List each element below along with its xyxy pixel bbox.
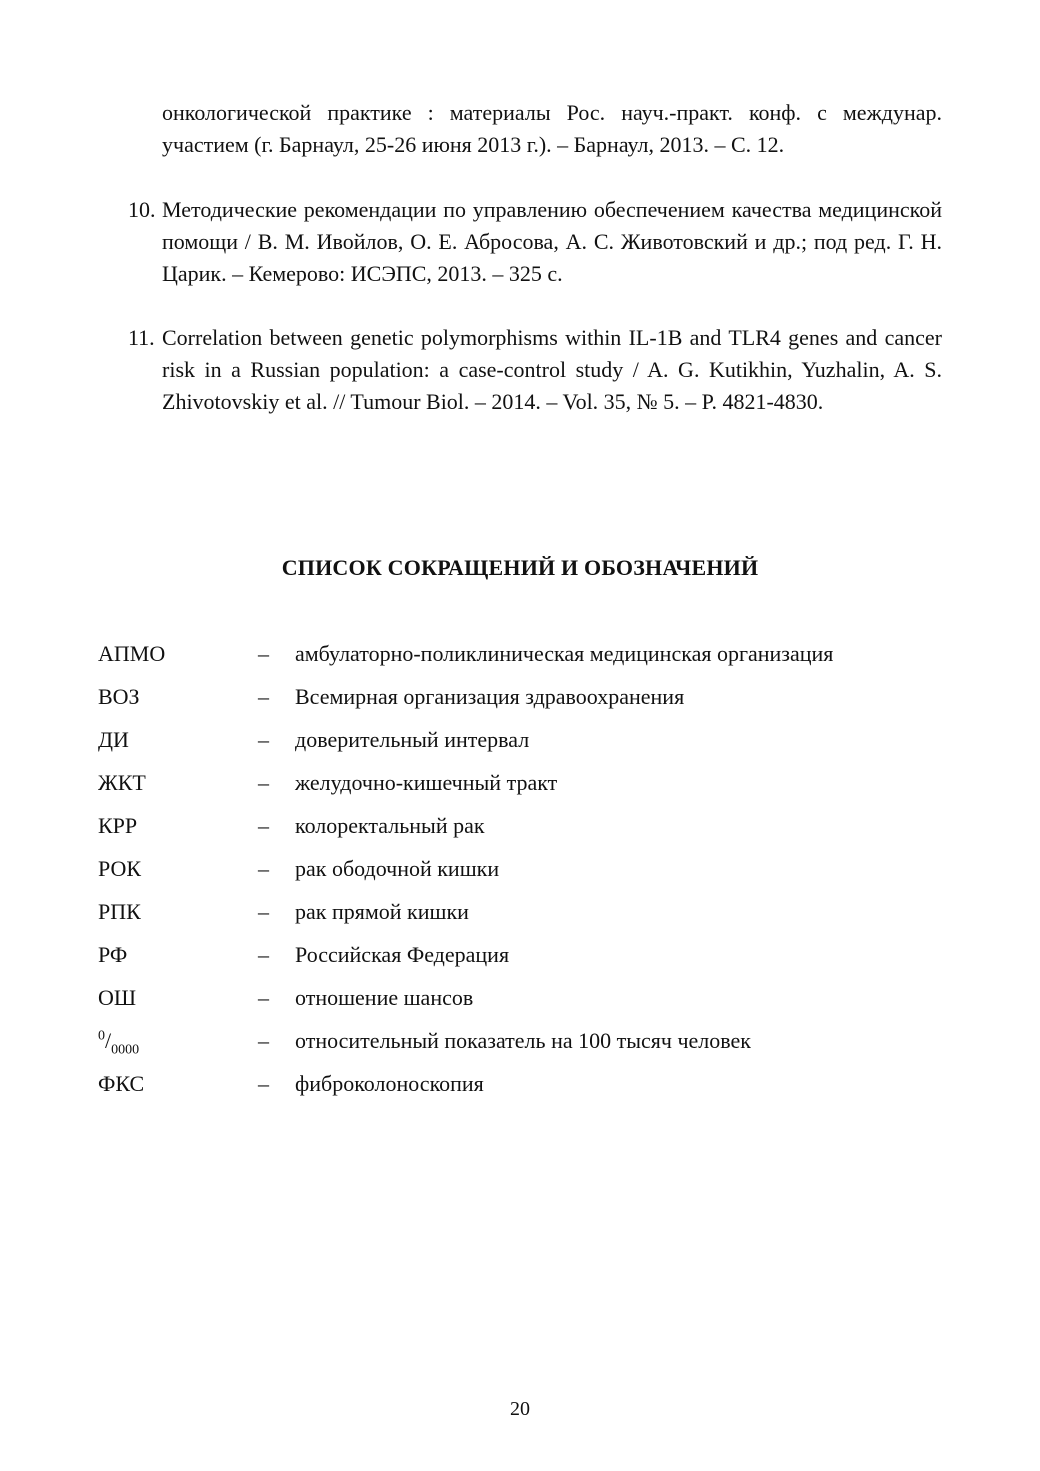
abbreviation-row	[98, 1025, 958, 1068]
reference-text: Correlation between genetic polymorphisms within IL-1B and TLR4 genes and cancer risk in a Russian population: a case-control study / A. G. Kutikhin, Yuzhalin, A. S. Zhivotovskiy et al. // Tumour Biol. – 2014. – Vol. 35, № 5. – P. 4821-4830.	[162, 325, 942, 414]
abbreviation-definition: относительный показатель на 100 тысяч человек	[295, 1028, 751, 1053]
abbreviation-definition: рак ободочной кишки	[295, 856, 500, 881]
abbreviation-row	[98, 810, 958, 853]
abbreviation-definition: желудочно-кишечный тракт	[295, 770, 558, 795]
abbreviation-term: ВОЗ	[98, 684, 140, 709]
abbreviation-dash: –	[258, 684, 269, 709]
abbreviation-row	[98, 896, 958, 939]
abbreviation-definition: фиброколоноскопия	[295, 1071, 484, 1096]
reference-item	[128, 194, 942, 290]
abbreviation-term: ОШ	[98, 985, 137, 1010]
page-number: 20	[510, 1398, 530, 1420]
abbreviation-dash: –	[258, 813, 269, 838]
abbreviations-list	[98, 638, 958, 1111]
abbreviation-dash: –	[258, 727, 269, 752]
abbreviation-definition: амбулаторно-поликлиническая медицинская организация	[295, 641, 834, 666]
reference-continuation: онкологической практике : материалы Рос. науч.-практ. конф. с междунар. участием (г. Барнаул, 25-26 июня 2013 г.). – Барнаул, 2013. – С. 12.	[162, 100, 942, 157]
reference-item	[128, 322, 942, 418]
abbreviation-term: РФ	[98, 942, 128, 967]
abbreviation-term: ДИ	[98, 727, 129, 752]
section-title: СПИСОК СОКРАЩЕНИЙ И ОБОЗНАЧЕНИЙ	[281, 555, 759, 580]
reference-text: Методические рекомендации по управлению обеспечением качества медицинской помощи / В. М. Ивойлов, О. Е. Абросова, А. С. Животовский и др.; под ред. Г. Н. Царик. – Кемерово: ИСЭПС, 2013. – 325 с.	[162, 197, 942, 286]
abbreviation-term: РОК	[98, 856, 142, 881]
abbreviation-row	[98, 982, 958, 1025]
abbreviation-dash: –	[258, 942, 269, 967]
reference-number: 11.	[128, 325, 155, 350]
abbreviation-row	[98, 1068, 958, 1111]
abbreviation-dash: –	[258, 856, 269, 881]
abbreviation-dash: –	[258, 641, 269, 666]
abbreviation-dash: –	[258, 899, 269, 924]
reference-number: 10.	[128, 197, 156, 222]
abbreviation-term	[98, 1025, 139, 1057]
abbreviation-definition: доверительный интервал	[295, 727, 530, 752]
abbreviation-definition: колоректальный рак	[295, 813, 485, 838]
abbreviation-dash: –	[258, 985, 269, 1010]
term-subscript: 0000	[111, 1042, 140, 1058]
term-slash: /	[105, 1028, 112, 1053]
abbreviation-definition: Всемирная организация здравоохранения	[295, 684, 685, 709]
abbreviation-dash: –	[258, 1028, 269, 1053]
abbreviation-definition: Российская Федерация	[295, 942, 510, 967]
abbreviation-row	[98, 724, 958, 767]
abbreviation-term: ЖКТ	[98, 770, 146, 795]
term-superscript: 0	[98, 1028, 105, 1044]
abbreviation-term: РПК	[98, 899, 141, 924]
abbreviation-definition: отношение шансов	[295, 985, 474, 1010]
abbreviation-term: АПМО	[98, 641, 166, 666]
abbreviation-dash: –	[258, 1071, 269, 1096]
abbreviation-row	[98, 681, 958, 724]
abbreviation-dash: –	[258, 770, 269, 795]
abbreviation-row	[98, 939, 958, 982]
abbreviation-row	[98, 767, 958, 810]
abbreviation-definition: рак прямой кишки	[295, 899, 469, 924]
abbreviation-row	[98, 638, 958, 681]
abbreviation-row	[98, 853, 958, 896]
abbreviation-term: ФКС	[98, 1071, 145, 1096]
abbreviation-term: КРР	[98, 813, 138, 838]
